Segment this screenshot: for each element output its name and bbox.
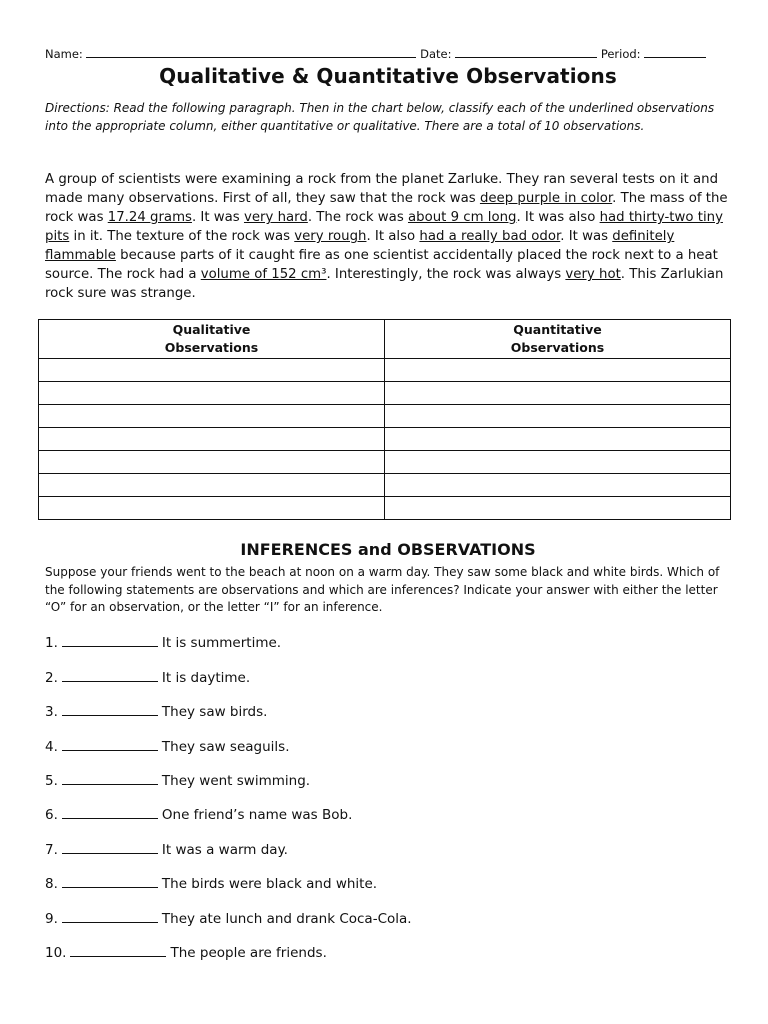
underlined-observation: volume of 152 cm³	[200, 267, 327, 282]
classification-chart	[38, 319, 731, 520]
paragraph-text: in it. The texture of the rock was	[69, 229, 295, 244]
answer-blank[interactable]	[62, 806, 158, 819]
chart-row	[39, 359, 731, 382]
question-item	[45, 944, 327, 961]
name-label: Name:	[45, 47, 83, 61]
answer-blank[interactable]	[62, 841, 158, 854]
question-text: It is daytime.	[161, 670, 251, 686]
quantitative-cell[interactable]	[385, 405, 731, 428]
quantitative-cell[interactable]	[385, 428, 731, 451]
qualitative-cell[interactable]	[39, 359, 385, 382]
period-blank[interactable]	[644, 46, 706, 58]
chart-row	[39, 474, 731, 497]
underlined-observation: very rough	[294, 229, 367, 244]
paragraph-text: . Interestingly, the rock was always	[326, 267, 566, 282]
paragraph-text: . It was	[560, 229, 613, 244]
question-text: It is summertime.	[161, 635, 282, 651]
question-text: They saw seaguils.	[161, 739, 290, 755]
paragraph-text: . The mass of the rock was	[45, 191, 728, 225]
answer-blank[interactable]	[62, 910, 158, 923]
chart-row	[39, 405, 731, 428]
question-item	[45, 634, 281, 651]
observation-paragraph	[45, 170, 731, 303]
question-item	[45, 841, 288, 858]
question-item	[45, 806, 352, 823]
underlined-observation: definitely flammable	[45, 229, 675, 263]
question-text: The birds were black and white.	[161, 876, 378, 892]
quantitative-header	[385, 320, 731, 359]
date-label: Date:	[420, 47, 452, 61]
question-number: 3.	[45, 704, 58, 720]
question-item	[45, 703, 267, 720]
paragraph-text: . This Zarlukian rock sure was strange.	[45, 267, 724, 301]
chart-row	[39, 497, 731, 520]
quantitative-cell[interactable]	[385, 497, 731, 520]
question-number: 5.	[45, 773, 58, 789]
qualitative-header	[39, 320, 385, 359]
qualitative-cell[interactable]	[39, 497, 385, 520]
qualitative-cell[interactable]	[39, 382, 385, 405]
question-item	[45, 910, 412, 927]
question-number: 4.	[45, 739, 58, 755]
quantitative-cell[interactable]	[385, 382, 731, 405]
underlined-observation: 17.24 grams	[107, 210, 192, 225]
answer-blank[interactable]	[70, 944, 166, 957]
underlined-observation: very hard	[243, 210, 308, 225]
question-item	[45, 772, 310, 789]
quantitative-header-line1: Quantitative	[513, 322, 602, 337]
question-item	[45, 669, 250, 686]
question-number: 10.	[45, 945, 67, 961]
chart-header-row	[39, 320, 731, 359]
question-item	[45, 875, 377, 892]
quantitative-cell[interactable]	[385, 451, 731, 474]
inferences-title: INFERENCES and OBSERVATIONS	[240, 540, 536, 559]
underlined-observation: had a really bad odor	[419, 229, 561, 244]
quantitative-cell[interactable]	[385, 474, 731, 497]
qualitative-cell[interactable]	[39, 405, 385, 428]
answer-blank[interactable]	[62, 703, 158, 716]
underlined-observation: deep purple in color	[479, 191, 613, 206]
period-label: Period:	[600, 47, 641, 61]
question-number: 2.	[45, 670, 58, 686]
answer-blank[interactable]	[62, 875, 158, 888]
quantitative-cell[interactable]	[385, 359, 731, 382]
paragraph-text: A group of scientists were examining a rock from the planet Zarluke. They ran several tests on it and made many observations. First of all, they saw that the rock was	[45, 172, 719, 206]
paragraph-text: . The rock was	[307, 210, 408, 225]
qualitative-header-line2: Observations	[164, 340, 259, 355]
question-number: 8.	[45, 876, 58, 892]
question-number: 7.	[45, 842, 58, 858]
question-number: 6.	[45, 807, 58, 823]
qualitative-cell[interactable]	[39, 451, 385, 474]
answer-blank[interactable]	[62, 669, 158, 682]
paragraph-text: . It also	[366, 229, 420, 244]
underlined-observation: about 9 cm long	[407, 210, 517, 225]
question-number: 9.	[45, 911, 58, 927]
chart-row	[39, 382, 731, 405]
paragraph-text: . It was also	[516, 210, 600, 225]
answer-blank[interactable]	[62, 634, 158, 647]
inferences-intro: Suppose your friends went to the beach at noon on a warm day. They saw some black and white birds. Which of the following statements are observations and which are inferences? Indicate your answer with either the letter “O” for an observation, or the letter “I” for an inference.	[45, 565, 720, 614]
student-info-header	[45, 46, 731, 61]
qualitative-header-line1: Qualitative	[172, 322, 251, 337]
name-blank[interactable]	[86, 46, 416, 58]
question-item	[45, 738, 289, 755]
qualitative-cell[interactable]	[39, 428, 385, 451]
date-blank[interactable]	[455, 46, 597, 58]
directions-text: Directions: Read the following paragraph. Then in the chart below, classify each of the underlined observations into the appropriate column, either quantitative or qualitative. There are a total of 10 observations.	[45, 101, 715, 133]
question-text: One friend’s name was Bob.	[161, 807, 353, 823]
quantitative-header-line2: Observations	[510, 340, 605, 355]
page-title: Qualitative & Quantitative Observations	[159, 64, 617, 88]
answer-blank[interactable]	[62, 738, 158, 751]
question-text: It was a warm day.	[161, 842, 288, 858]
question-number: 1.	[45, 635, 58, 651]
chart-row	[39, 451, 731, 474]
paragraph-text: because parts of it caught fire as one scientist accidentally placed the rock next to a heat source. The rock had a	[45, 248, 718, 282]
chart-row	[39, 428, 731, 451]
question-text: They went swimming.	[161, 773, 311, 789]
question-text: The people are friends.	[170, 945, 327, 961]
answer-blank[interactable]	[62, 772, 158, 785]
paragraph-text: . It was	[191, 210, 244, 225]
question-text: They saw birds.	[161, 704, 268, 720]
qualitative-cell[interactable]	[39, 474, 385, 497]
question-text: They ate lunch and drank Coca-Cola.	[161, 911, 412, 927]
underlined-observation: very hot	[565, 267, 621, 282]
underlined-observation: had thirty-two tiny pits	[45, 210, 723, 244]
